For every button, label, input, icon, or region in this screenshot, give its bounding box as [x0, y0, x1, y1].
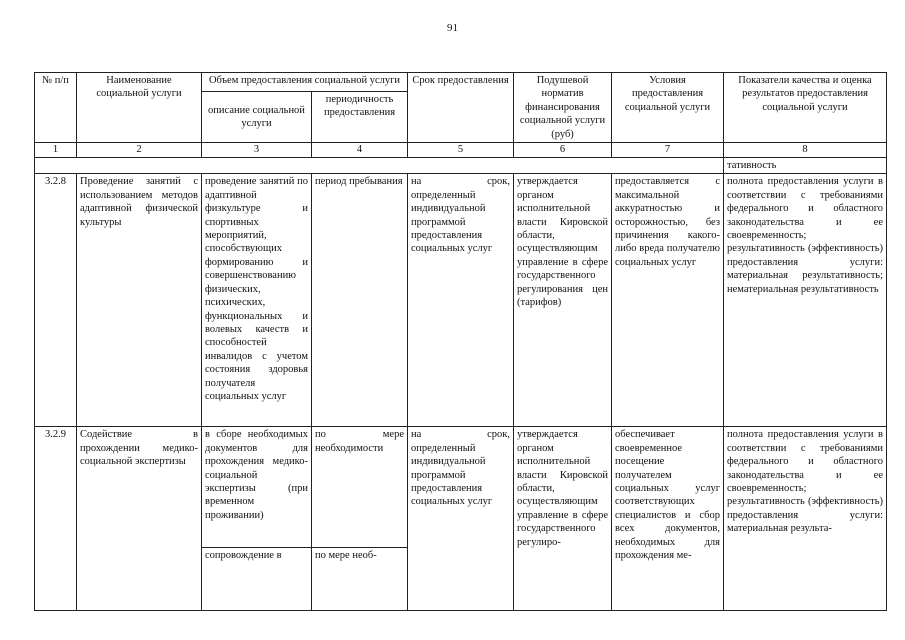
- header-quality: Показатели качества и оценка результатов предоставления социальной услуги: [724, 73, 887, 143]
- carry-over-text: тативность: [724, 158, 887, 174]
- table-row: [35, 427, 887, 611]
- service-description-cell: [202, 427, 312, 611]
- header-conditions: Условия предоставления социальной услуги: [612, 73, 724, 143]
- column-numbers-row: [35, 143, 887, 158]
- service-periodicity-cell: [312, 427, 408, 611]
- service-conditions: обеспечивает своевременное посещение получателем социальных услуг соответствующих специалистов и сбор всех документов, необходимых для прохождения ме-: [612, 427, 724, 611]
- header-norm: Подушевой норматив финансирования социальной услуги (руб): [514, 73, 612, 143]
- header-volume-group: Объем предоставления социальной услуги: [202, 73, 408, 92]
- header-num: № п/п: [35, 73, 77, 143]
- column-number: 3: [202, 143, 312, 158]
- service-norm: утверждается органом исполнительной власти Кировской области, осуществляющим управление в сфере государственного регулирования цен (тарифов): [514, 174, 612, 427]
- service-term: на срок, определенный индивидуальной программой предоставления социальных услуг: [408, 427, 514, 611]
- service-term: на срок, определенный индивидуальной программой предоставления социальных услуг: [408, 174, 514, 427]
- service-description: в сборе необходимых документов для прохождения медико-социальной экспертизы (при временном проживании): [205, 429, 308, 521]
- carry-over-row: [35, 158, 887, 174]
- service-quality: полнота предоставления услуги в соответствии с требованиями федерального и областного законодательства и ее своевременность; результативность (эффективность) предоставления услуги: материальная результа-: [724, 427, 887, 611]
- service-quality: полнота предоставления услуги в соответствии с требованиями федерального и областного законодательства и ее своевременность; результативность (эффективность) предоставления услуги: материальная результативность; нематериальная результативность: [724, 174, 887, 427]
- service-periodicity-continued: по мере необ-: [312, 547, 407, 610]
- service-name: Проведение занятий с использованием методов адаптивной физической культуры: [77, 174, 202, 427]
- column-number: 2: [77, 143, 202, 158]
- header-row: [35, 73, 887, 92]
- row-number: 3.2.8: [35, 174, 77, 427]
- service-norm: утверждается органом исполнительной власти Кировской области, осуществляющим управление в сфере государственного регулиро-: [514, 427, 612, 611]
- column-number: 1: [35, 143, 77, 158]
- header-service-name: Наименование социальной услуги: [77, 73, 202, 143]
- column-number: 7: [612, 143, 724, 158]
- column-number: 4: [312, 143, 408, 158]
- page-number: 91: [447, 22, 458, 34]
- social-services-table: [34, 72, 887, 611]
- service-description: проведение занятий по адаптивной физкультуре и спортивных мероприятий, способствующих формированию и совершенствованию физических, психических, функциональных и волевых качеств и способностей инвалидов с учетом состояния здоровья получателя социальных услуг: [202, 174, 312, 427]
- service-periodicity: период пребывания: [312, 174, 408, 427]
- service-conditions: предоставляется с максимальной аккуратностью и осторожностью, без причинения какого-либо вреда получателю социальных услуг: [612, 174, 724, 427]
- column-number: 5: [408, 143, 514, 158]
- column-number: 8: [724, 143, 887, 158]
- header-term: Срок предоставления: [408, 73, 514, 143]
- service-periodicity: по мере необходимости: [315, 429, 404, 454]
- header-description: описание социальной услуги: [202, 92, 312, 143]
- column-number: 6: [514, 143, 612, 158]
- row-number: 3.2.9: [35, 427, 77, 611]
- service-name: Содействие в прохождении медико-социальной экспертизы: [77, 427, 202, 611]
- service-description-continued: сопровождение в: [202, 547, 311, 610]
- table-row: [35, 174, 887, 427]
- header-periodicity: периодичность предоставления: [312, 92, 408, 143]
